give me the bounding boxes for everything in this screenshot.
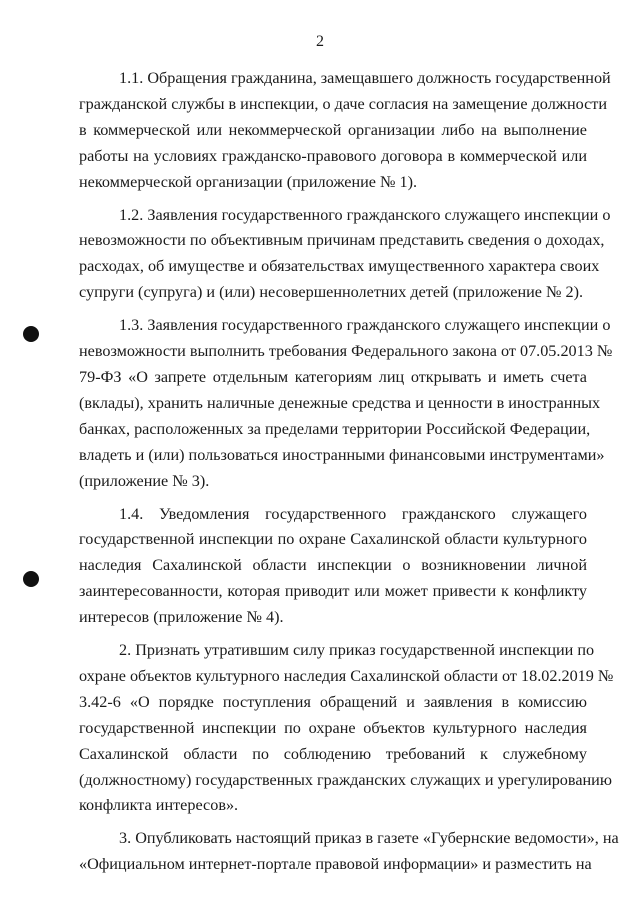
paragraph-line: 3.42-6 «О порядке поступления обращений и заявления в комиссию (79, 692, 587, 711)
paragraph-line: работы на условиях гражданско-правового договора в коммерческой или (79, 146, 587, 165)
paragraph-line: супруги (супруга) и (или) несовершеннолетних детей (приложение № 2). (79, 283, 584, 302)
paragraph-line: банках, расположенных за пределами территории Российской Федерации, (79, 419, 591, 438)
paragraph-1-4 (79, 502, 587, 632)
binder-punch-hole (23, 326, 39, 342)
paragraph-line: 79-ФЗ «О запрете отдельным категориям лиц открывать и иметь счета (79, 367, 587, 386)
paragraph-line: государственной инспекции по охране объектов культурного наследия (79, 718, 587, 737)
paragraph-line: в коммерческой или некоммерческой организации либо на выполнение (79, 120, 587, 139)
paragraph-line: охране объектов культурного наследия Сахалинской области от 18.02.2019 № (79, 666, 614, 685)
paragraph-line: 3. Опубликовать настоящий приказ в газете «Губернские ведомости», на (119, 829, 619, 848)
paragraph-line: невозможности выполнить требования Федерального закона от 07.05.2013 № (79, 342, 613, 361)
paragraph-line: интересов (приложение № 4). (79, 608, 284, 627)
paragraph-line: «Официальном интернет-портале правовой информации» и разместить на (79, 855, 592, 874)
paragraph-line: 2. Признать утратившим силу приказ государственной инспекции по (119, 641, 595, 660)
paragraph-line: наследия Сахалинской области инспекции о возникновении личной (79, 556, 587, 575)
paragraph-line: 1.3. Заявления государственного гражданского служащего инспекции о (119, 316, 611, 335)
paragraph-line: конфликта интересов». (79, 796, 239, 815)
paragraph-line: гражданской службы в инспекции, о даче согласия на замещение должности (79, 94, 608, 113)
paragraph-1-2 (79, 203, 611, 307)
paragraph-line: (должностному) государственных гражданских служащих и урегулированию (79, 770, 612, 789)
paragraph-line: расходах, об имуществе и обязательствах имущественного характера своих (79, 257, 600, 276)
paragraph-line: (вклады), хранить наличные денежные средства и ценности в иностранных (79, 393, 601, 412)
binder-punch-hole (23, 571, 39, 587)
paragraph-1-1 (79, 66, 611, 196)
paragraph-2 (79, 638, 614, 819)
paragraph-3 (79, 826, 619, 878)
paragraph-line: 1.2. Заявления государственного гражданского служащего инспекции о (119, 205, 611, 224)
paragraph-line: владеть и (или) пользоваться иностранными финансовыми инструментами» (79, 445, 605, 464)
document-body (79, 66, 619, 878)
paragraph-line: государственной инспекции по охране Сахалинской области культурного (79, 530, 587, 549)
paragraph-line: 1.4. Уведомления государственного гражданского служащего (119, 504, 587, 523)
paragraph-line: невозможности по объективным причинам представить сведения о доходах, (79, 231, 605, 250)
paragraph-line: 1.1. Обращения гражданина, замещавшего должность государственной (119, 69, 611, 87)
paragraph-1-3 (79, 313, 613, 494)
paragraph-line: (приложение № 3). (79, 471, 210, 490)
paragraph-line: заинтересованности, которая приводит или может привести к конфликту (79, 582, 587, 601)
paragraph-line: Сахалинской области по соблюдению требований к служебному (79, 744, 587, 763)
page-number: 2 (316, 33, 324, 50)
paragraph-line: некоммерческой организации (приложение № 1). (79, 172, 418, 191)
